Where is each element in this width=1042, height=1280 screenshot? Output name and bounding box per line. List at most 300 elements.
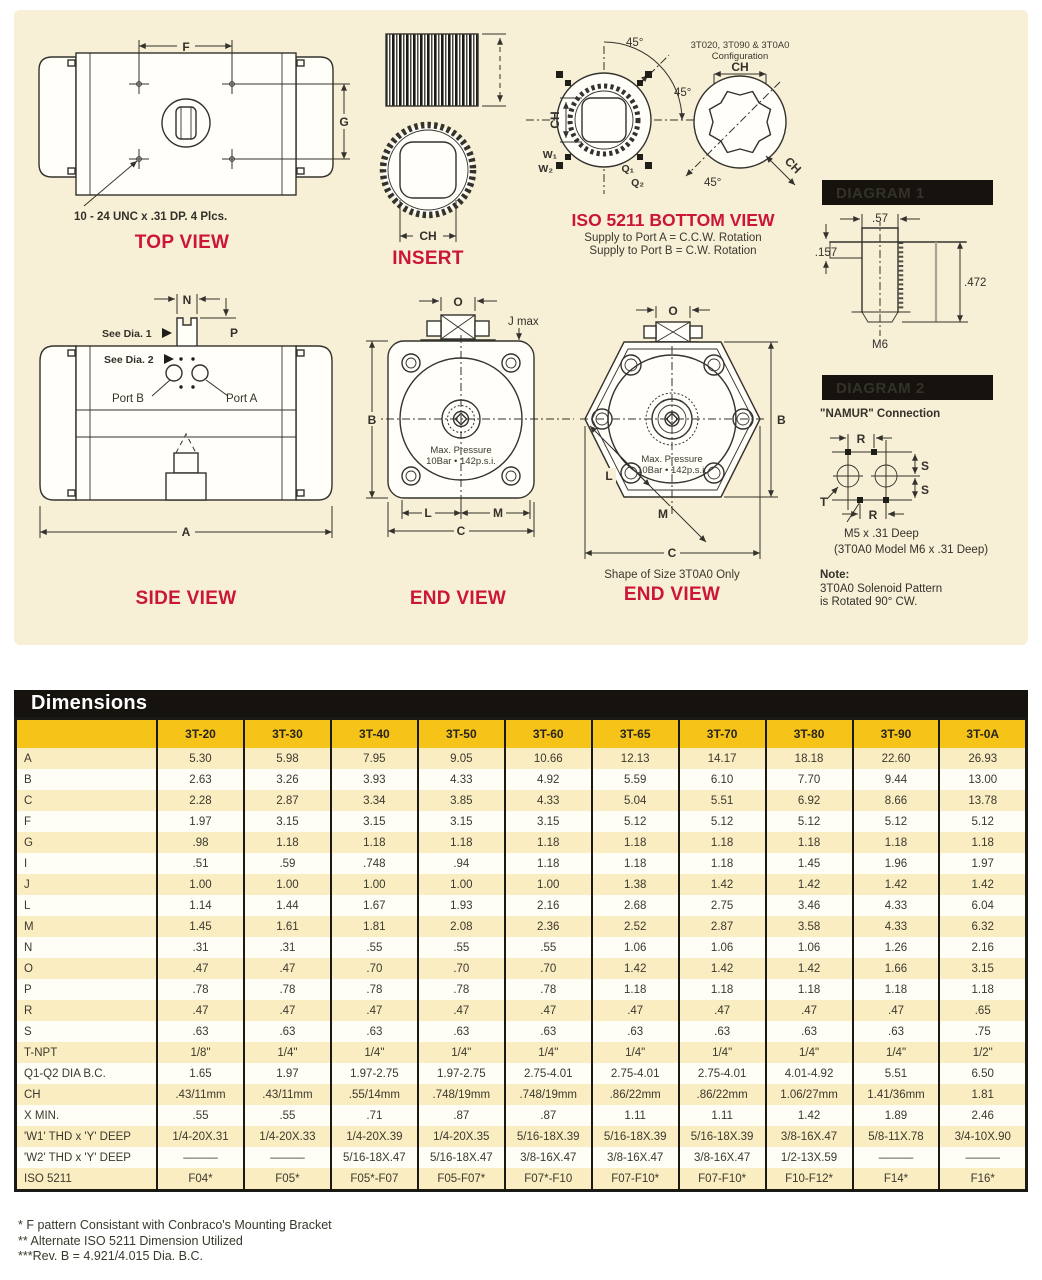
table-cell: 9.05	[418, 748, 505, 769]
table-cell: 1.06/27mm	[766, 1084, 853, 1105]
table-cell: 3.15	[939, 958, 1026, 979]
table-cell: 1/4"	[853, 1042, 940, 1063]
dim-label-c-round: C	[456, 524, 466, 538]
table-cell: 1.00	[331, 874, 418, 895]
dim-label-ch-diag: CH	[781, 154, 805, 177]
table-cell: .63	[244, 1021, 331, 1042]
see-dia1-label: See Dia. 1	[102, 328, 152, 340]
table-cell: 1/4"	[331, 1042, 418, 1063]
iso-supply-b: Supply to Port B = C.W. Rotation	[589, 245, 757, 257]
table-cell: 1.18	[679, 979, 766, 1000]
table-cell: .47	[418, 1000, 505, 1021]
table-row	[16, 1105, 1027, 1126]
table-cell: 2.75-4.01	[679, 1063, 766, 1084]
row-label: M	[16, 916, 158, 937]
table-cell: .71	[331, 1105, 418, 1126]
iso5211-bottom-view-drawing	[526, 37, 804, 257]
diagram2-subtitle: "NAMUR" Connection	[820, 408, 941, 420]
table-cell: 3.58	[766, 916, 853, 937]
table-cell: 5/16-18X.39	[505, 1126, 592, 1147]
label-q1: Q₁	[621, 163, 634, 175]
footnote-3: ***Rev. B = 4.921/4.015 Dia. B.C.	[18, 1249, 203, 1263]
table-cell: 1/2"	[939, 1042, 1026, 1063]
table-cell: 4.33	[853, 916, 940, 937]
table-cell: 5.30	[157, 748, 244, 769]
column-header: 3T-0A	[939, 719, 1026, 749]
end-view-hex-drawing	[580, 304, 786, 605]
table-cell: 1.93	[418, 895, 505, 916]
table-cell: 5.12	[679, 811, 766, 832]
table-row	[16, 1021, 1027, 1042]
see-dia2-label: See Dia. 2	[104, 354, 154, 366]
table-cell: 5/8-11X.78	[853, 1126, 940, 1147]
table-cell: 5/16-18X.39	[592, 1126, 679, 1147]
table-cell: 3.26	[244, 769, 331, 790]
table-cell: .63	[418, 1021, 505, 1042]
table-cell: .78	[331, 979, 418, 1000]
table-cell: .31	[244, 937, 331, 958]
column-header: 3T-60	[505, 719, 592, 749]
table-cell: .47	[853, 1000, 940, 1021]
table-cell: 1.18	[244, 832, 331, 853]
table-cell: 4.33	[505, 790, 592, 811]
dim-label-r-bottom: R	[868, 508, 878, 522]
table-cell: 1/4-20X.35	[418, 1126, 505, 1147]
table-cell: 5/16-18X.47	[331, 1147, 418, 1168]
table-cell: .47	[505, 1000, 592, 1021]
table-row	[16, 832, 1027, 853]
table-cell: 6.32	[939, 916, 1026, 937]
row-label: 'W2' THD x 'Y' DEEP	[16, 1147, 158, 1168]
row-label: C	[16, 790, 158, 811]
dim-label-jmax: J max	[508, 316, 539, 328]
table-cell: .70	[505, 958, 592, 979]
table-cell: .63	[592, 1021, 679, 1042]
table-cell: ———	[853, 1147, 940, 1168]
row-label: O	[16, 958, 158, 979]
table-title-bar	[14, 690, 1028, 717]
table-cell: 1.18	[679, 853, 766, 874]
diagram1-dim-right: .472	[964, 277, 987, 289]
table-cell: .748/19mm	[505, 1084, 592, 1105]
table-cell: 1.97-2.75	[331, 1063, 418, 1084]
table-row	[16, 1084, 1027, 1105]
table-cell: .47	[244, 1000, 331, 1021]
dim-label-g: G	[339, 115, 349, 129]
column-header: 3T-40	[331, 719, 418, 749]
table-cell: .43/11mm	[157, 1084, 244, 1105]
dim-label-ch-left: CH	[548, 111, 562, 129]
table-cell: .86/22mm	[592, 1084, 679, 1105]
table-cell: 1/4"	[679, 1042, 766, 1063]
dim-label-p: P	[230, 326, 239, 340]
table-cell: .55	[244, 1105, 331, 1126]
dim-label-ch-insert: CH	[419, 229, 437, 243]
row-label: P	[16, 979, 158, 1000]
table-cell: 4.01-4.92	[766, 1063, 853, 1084]
table-cell: .63	[157, 1021, 244, 1042]
table-cell: 2.16	[939, 937, 1026, 958]
table-cell: 2.63	[157, 769, 244, 790]
table-cell: .47	[157, 958, 244, 979]
insert-caption: INSERT	[392, 248, 464, 269]
table-cell: .47	[157, 1000, 244, 1021]
table-row	[16, 958, 1027, 979]
table-cell: 1.42	[853, 874, 940, 895]
table-cell: .55	[505, 937, 592, 958]
diagram-panel	[14, 10, 1028, 645]
table-cell: 2.87	[244, 790, 331, 811]
table-cell: 3.85	[418, 790, 505, 811]
column-header: 3T-70	[679, 719, 766, 749]
table-cell: F04*	[157, 1168, 244, 1191]
dim-label-l-round: L	[424, 506, 432, 520]
table-cell: 5.04	[592, 790, 679, 811]
table-row	[16, 1000, 1027, 1021]
row-label: L	[16, 895, 158, 916]
dim-label-s-bottom: S	[921, 483, 930, 497]
iso-config-line1: 3T020, 3T090 & 3T0A0	[690, 40, 790, 51]
row-label: A	[16, 748, 158, 769]
table-cell: .63	[766, 1021, 853, 1042]
table-row	[16, 1126, 1027, 1147]
dim-label-l-hex: L	[605, 469, 613, 483]
dim-label-b-hex: B	[777, 413, 786, 427]
table-row	[16, 874, 1027, 895]
table-cell: 6.04	[939, 895, 1026, 916]
table-cell: 2.28	[157, 790, 244, 811]
table-cell: 1.18	[766, 979, 853, 1000]
table-cell: .31	[157, 937, 244, 958]
row-label: ISO 5211	[16, 1168, 158, 1191]
table-cell: 3.93	[331, 769, 418, 790]
column-header: 3T-20	[157, 719, 244, 749]
table-cell: .78	[418, 979, 505, 1000]
table-cell: 1/4-20X.33	[244, 1126, 331, 1147]
label-w1: W₁	[542, 149, 557, 161]
table-cell: ———	[157, 1147, 244, 1168]
table-cell: 3.15	[244, 811, 331, 832]
diagram1-title: DIAGRAM 1	[836, 185, 925, 202]
table-cell: 2.52	[592, 916, 679, 937]
dim-label-b-round: B	[367, 413, 377, 427]
table-cell: .63	[331, 1021, 418, 1042]
table-cell: .55	[157, 1105, 244, 1126]
label-w2: W₂	[538, 163, 553, 175]
table-cell: .43/11mm	[244, 1084, 331, 1105]
table-cell: 2.36	[505, 916, 592, 937]
table-cell: 1.42	[939, 874, 1026, 895]
table-cell: .63	[679, 1021, 766, 1042]
table-row	[16, 853, 1027, 874]
table-cell: .51	[157, 853, 244, 874]
table-cell: F07-F10*	[592, 1168, 679, 1191]
iso-angle-right: 45°	[674, 87, 692, 99]
table-cell: 1.26	[853, 937, 940, 958]
table-cell: ———	[939, 1147, 1026, 1168]
end-view-round-drawing	[364, 295, 574, 609]
table-cell: 1.66	[853, 958, 940, 979]
table-cell: 13.78	[939, 790, 1026, 811]
label-q2: Q₂	[631, 177, 644, 189]
table-cell: F05-F07*	[418, 1168, 505, 1191]
table-cell: 3.34	[331, 790, 418, 811]
table-cell: 1.81	[939, 1084, 1026, 1105]
iso-supply-a: Supply to Port A = C.C.W. Rotation	[584, 232, 762, 244]
table-cell: F07-F10*	[679, 1168, 766, 1191]
diagram1-thread: M6	[872, 339, 888, 351]
table-cell: 1.38	[592, 874, 679, 895]
table-cell: 1.18	[939, 832, 1026, 853]
end-view-hex-caption: END VIEW	[623, 584, 721, 605]
table-cell: 3.46	[766, 895, 853, 916]
table-cell: .55	[331, 937, 418, 958]
table-cell: 4.92	[505, 769, 592, 790]
table-cell: 1.06	[766, 937, 853, 958]
diagram1-dim-top: .57	[872, 213, 888, 225]
table-cell: 8.66	[853, 790, 940, 811]
table-cell: .47	[331, 1000, 418, 1021]
label-t: T	[820, 495, 828, 509]
dim-label-s-top: S	[921, 459, 930, 473]
table-cell: 3.15	[418, 811, 505, 832]
table-cell: .78	[157, 979, 244, 1000]
column-header: 3T-50	[418, 719, 505, 749]
table-cell: .59	[244, 853, 331, 874]
diagram2-thread-note2: (3T0A0 Model M6 x .31 Deep)	[834, 544, 989, 556]
table-cell: 5.12	[939, 811, 1026, 832]
table-cell: 1.42	[679, 958, 766, 979]
table-cell: 1.45	[766, 853, 853, 874]
table-cell: .55/14mm	[331, 1084, 418, 1105]
table-cell: 1.18	[679, 832, 766, 853]
table-row	[16, 1042, 1027, 1063]
table-cell: 2.16	[505, 895, 592, 916]
row-label: T-NPT	[16, 1042, 158, 1063]
iso-config-line2: Configuration	[711, 51, 769, 62]
table-cell: 1.67	[331, 895, 418, 916]
pressure-text-1: Max. Pressure	[430, 445, 492, 456]
row-label: CH	[16, 1084, 158, 1105]
table-cell: F07*-F10	[505, 1168, 592, 1191]
top-view-caption: TOP VIEW	[134, 232, 230, 253]
table-cell: 1.96	[853, 853, 940, 874]
table-cell: 7.95	[331, 748, 418, 769]
dim-label-r-top: R	[856, 432, 866, 446]
table-cell: 1.65	[157, 1063, 244, 1084]
table-cell: 1.97-2.75	[418, 1063, 505, 1084]
row-label: I	[16, 853, 158, 874]
table-cell: 1.89	[853, 1105, 940, 1126]
table-cell: .47	[679, 1000, 766, 1021]
dim-label-m-round: M	[493, 506, 503, 520]
table-cell: 1.06	[592, 937, 679, 958]
table-cell: .70	[418, 958, 505, 979]
table-cell: 2.46	[939, 1105, 1026, 1126]
dimensions-table-body	[16, 748, 1027, 1191]
iso-angle-top: 45°	[626, 37, 644, 49]
footnote-1: * F pattern Consistant with Conbraco's Mounting Bracket	[18, 1218, 332, 1232]
end-view-round-caption: END VIEW	[409, 588, 507, 609]
table-title: Dimensions	[31, 692, 148, 714]
dim-label-o-round: O	[453, 295, 463, 309]
column-header: 3T-80	[766, 719, 853, 749]
table-cell: 1.42	[592, 958, 679, 979]
dim-label-n: N	[182, 293, 192, 307]
side-view-drawing	[40, 293, 332, 609]
table-cell: .748	[331, 853, 418, 874]
table-row	[16, 811, 1027, 832]
table-cell: 1.11	[592, 1105, 679, 1126]
table-cell: 1.18	[592, 853, 679, 874]
dim-label-o-hex: O	[668, 304, 678, 318]
table-cell: 1/4"	[505, 1042, 592, 1063]
table-cell: 1.00	[244, 874, 331, 895]
column-header-blank	[16, 719, 158, 749]
table-cell: 1.41/36mm	[853, 1084, 940, 1105]
table-cell: 4.33	[418, 769, 505, 790]
footnote-2: ** Alternate ISO 5211 Dimension Utilized	[18, 1233, 243, 1248]
iso-angle-hex: 45°	[704, 177, 722, 189]
table-row	[16, 1168, 1027, 1191]
table-cell: 22.60	[853, 748, 940, 769]
table-cell: 1.42	[766, 874, 853, 895]
dim-label-c-hex: C	[667, 546, 677, 560]
table-cell: 1.42	[679, 874, 766, 895]
table-cell: 14.17	[679, 748, 766, 769]
table-cell: 1.18	[592, 979, 679, 1000]
table-cell: .47	[766, 1000, 853, 1021]
table-header-row	[16, 719, 1027, 749]
table-cell: F05*	[244, 1168, 331, 1191]
row-label: F	[16, 811, 158, 832]
table-cell: 1.18	[331, 832, 418, 853]
table-cell: 1.44	[244, 895, 331, 916]
table-row	[16, 916, 1027, 937]
table-row	[16, 1147, 1027, 1168]
diagram2	[820, 375, 993, 608]
table-cell: .98	[157, 832, 244, 853]
table-cell: 5.12	[766, 811, 853, 832]
column-header: 3T-65	[592, 719, 679, 749]
table-cell: 5.12	[592, 811, 679, 832]
table-cell: F05*-F07	[331, 1168, 418, 1191]
dimensions-table	[14, 717, 1028, 1192]
table-cell: 1.18	[853, 832, 940, 853]
table-row	[16, 979, 1027, 1000]
table-cell: F10-F12*	[766, 1168, 853, 1191]
table-cell: 2.68	[592, 895, 679, 916]
table-cell: 1.06	[679, 937, 766, 958]
table-cell: 1.00	[157, 874, 244, 895]
table-cell: 1.18	[418, 832, 505, 853]
table-cell: 3.15	[331, 811, 418, 832]
table-cell: 5.12	[853, 811, 940, 832]
dim-label-m-hex: M	[658, 507, 668, 521]
pressure-text-2: 10Bar • 142p.s.i.	[426, 456, 496, 467]
diagram-panel-svg	[14, 10, 1028, 645]
pressure-text-hex-1: Max. Pressure	[641, 454, 703, 465]
table-cell: 12.13	[592, 748, 679, 769]
table-cell: 1.18	[505, 853, 592, 874]
table-cell: 1.18	[592, 832, 679, 853]
table-cell: 1.45	[157, 916, 244, 937]
table-cell: 5.98	[244, 748, 331, 769]
table-cell: 1.00	[505, 874, 592, 895]
table-cell: .78	[505, 979, 592, 1000]
dimensions-section	[14, 690, 1028, 1192]
table-cell: 9.44	[853, 769, 940, 790]
table-cell: .94	[418, 853, 505, 874]
table-row	[16, 1063, 1027, 1084]
dim-label-f: F	[182, 40, 190, 54]
row-label: N	[16, 937, 158, 958]
table-cell: 1/4-20X.39	[331, 1126, 418, 1147]
table-cell: 3.15	[505, 811, 592, 832]
table-cell: 3/4-10X.90	[939, 1126, 1026, 1147]
table-cell: 1/8"	[157, 1042, 244, 1063]
table-cell: .47	[592, 1000, 679, 1021]
table-cell: 1.18	[939, 979, 1026, 1000]
table-cell: .86/22mm	[679, 1084, 766, 1105]
table-cell: .87	[418, 1105, 505, 1126]
diagram2-note-line1: 3T0A0 Solenoid Pattern	[820, 583, 943, 595]
table-cell: 1.97	[939, 853, 1026, 874]
table-cell: 1.97	[157, 811, 244, 832]
table-cell: 1.81	[331, 916, 418, 937]
table-cell: .70	[331, 958, 418, 979]
table-cell: 1.97	[244, 1063, 331, 1084]
table-cell: ———	[244, 1147, 331, 1168]
row-label: Q1-Q2 DIA B.C.	[16, 1063, 158, 1084]
port-b-label: Port B	[112, 393, 144, 405]
table-cell: 13.00	[939, 769, 1026, 790]
table-cell: 2.75	[679, 895, 766, 916]
row-label: X MIN.	[16, 1105, 158, 1126]
table-cell: 1.42	[766, 958, 853, 979]
table-cell: .47	[244, 958, 331, 979]
table-cell: 10.66	[505, 748, 592, 769]
top-view-note: 10 - 24 UNC x .31 DP. 4 Plcs.	[74, 211, 228, 223]
row-label: 'W1' THD x 'Y' DEEP	[16, 1126, 158, 1147]
table-cell: 1.61	[244, 916, 331, 937]
row-label: S	[16, 1021, 158, 1042]
side-view-caption: SIDE VIEW	[135, 588, 237, 609]
table-cell: 6.10	[679, 769, 766, 790]
insert-drawing	[383, 34, 506, 269]
table-cell: F16*	[939, 1168, 1026, 1191]
table-cell: 18.18	[766, 748, 853, 769]
spline-teeth-ring	[383, 125, 473, 215]
table-cell: 1/4"	[418, 1042, 505, 1063]
table-row	[16, 790, 1027, 811]
table-cell: .87	[505, 1105, 592, 1126]
row-label: B	[16, 769, 158, 790]
table-cell: 1/4"	[766, 1042, 853, 1063]
table-cell: 3/8-16X.47	[766, 1126, 853, 1147]
diagram2-note-title: Note:	[820, 569, 850, 581]
table-cell: F14*	[853, 1168, 940, 1191]
table-cell: 26.93	[939, 748, 1026, 769]
port-a-label: Port A	[226, 393, 258, 405]
diagram1-dim-left: .157	[814, 247, 838, 259]
table-cell: 1.18	[766, 832, 853, 853]
dim-label-ch-top: CH	[731, 60, 749, 74]
column-header: 3T-90	[853, 719, 940, 749]
row-label: G	[16, 832, 158, 853]
table-cell: 2.75-4.01	[505, 1063, 592, 1084]
diagram2-thread-note1: M5 x .31 Deep	[844, 528, 919, 540]
